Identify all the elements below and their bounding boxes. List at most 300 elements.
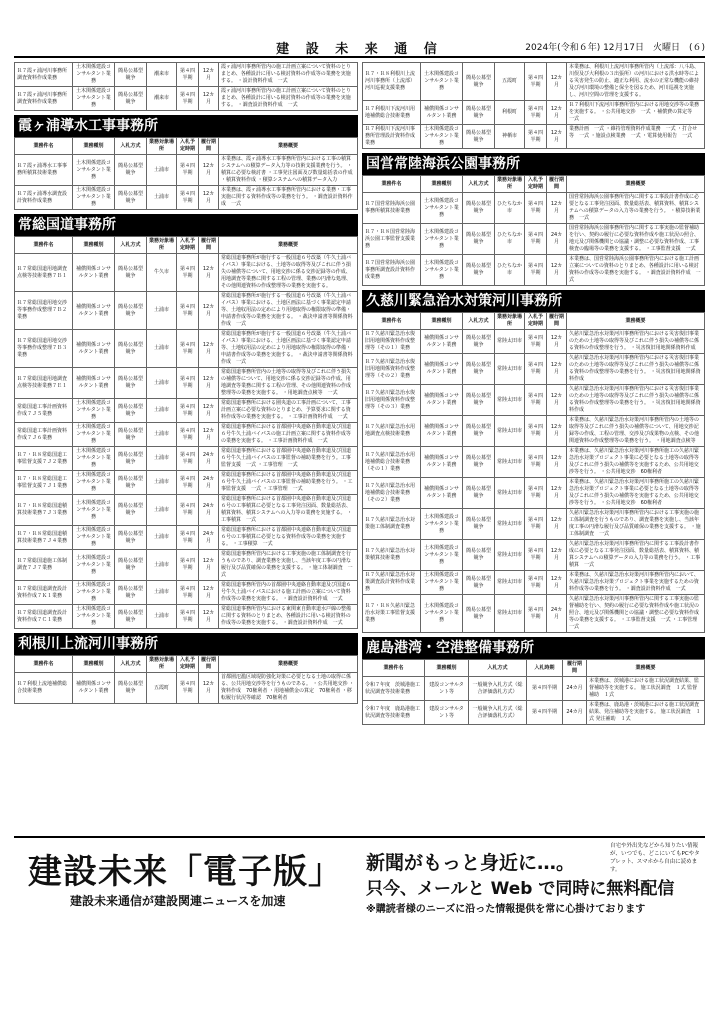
cell-name: 常総国道工事計画資料作成７Ｊ６業務 (15, 423, 73, 447)
table-row (15, 605, 358, 629)
cell-type: 土木関係建設コンサルタント業務 (421, 540, 463, 571)
cell-time: 第４四半期 (177, 155, 199, 186)
cell-method: 簡易公募型競争 (115, 447, 147, 471)
cell-type: 補償関係コンサルタント業務 (73, 292, 115, 330)
cell-period: 12カ月 (199, 155, 219, 186)
cell-time: 第４四半期 (177, 254, 199, 292)
cell-method: 簡易公募型競争 (115, 605, 147, 629)
cell-place: 土浦市 (147, 447, 177, 471)
cell-place: ひたちなか市 (495, 193, 525, 224)
cell-desc: 本業務は、鹿島港・茨城港における施工状況調査結果、発注補助等を実施する。 施工状況調査 １式 発注補助 １式 (587, 701, 705, 725)
cell-name: Ｒ７久慈川緊急治水用地補償総合技術業務（その２）業務 (363, 478, 421, 509)
cell-name: Ｒ７国営常陸海浜公園事務所積算技術業務 (363, 193, 421, 224)
table-header-row (15, 656, 358, 673)
cell-place: 土浦市 (147, 495, 177, 526)
cell-type: 補償関係コンサルタント業務 (73, 368, 115, 399)
cell-name: Ｒ７・Ｒ８久慈川緊急治水対策工事監督支援業務 (363, 595, 421, 633)
cell-time: 第４四半期 (177, 447, 199, 471)
table-row (363, 416, 705, 447)
column-header: 履行期間 (199, 237, 219, 254)
cell-time: 第４四半期 (525, 540, 547, 571)
cell-time: 第４四半期 (525, 125, 547, 149)
cell-name: Ｒ７霞ヶ浦導水調査設計資料作成業務 (15, 186, 73, 210)
cell-type: 土木関係建設コンサルタント業務 (73, 581, 115, 605)
column-header: 業務種別 (421, 176, 463, 193)
column-header: 入札予定時期 (525, 176, 547, 193)
column-header: 業務対象場所 (147, 138, 177, 155)
ad-subline: 建設未来通信が建設関連ニュースを加速 (70, 894, 286, 908)
cell-time: 第４四半期 (525, 193, 547, 224)
section-table (362, 175, 705, 286)
cell-type: 補償関係コンサルタント業務 (421, 385, 463, 416)
cell-place: 土浦市 (147, 330, 177, 368)
column-header: 履行期間 (199, 138, 219, 155)
section-title: 利根川上流河川事務所 (14, 633, 358, 655)
table-row (363, 571, 705, 595)
cell-place: 土浦市 (147, 292, 177, 330)
cell-method: 簡易公募型競争 (463, 447, 495, 478)
cell-method: 簡易公募型競争 (463, 478, 495, 509)
cell-period: 12カ月 (547, 101, 567, 125)
cell-desc: 本業務は、久慈川緊急治水対策河川事務所管内において、久慈川緊急治水対策プロジェクト事業を実施するための資料作成等の業務を行う。 ・調査設計資料作成 一式 (567, 571, 705, 595)
cell-type: 建設コンサルタント等 (425, 701, 469, 725)
section-table (14, 137, 358, 210)
table-row (363, 701, 705, 725)
cell-time: 第４四半期 (525, 447, 547, 478)
table-row (15, 399, 358, 423)
cell-time: 第４四半期 (525, 330, 547, 354)
cell-place: 常陸太田市 (495, 354, 525, 385)
table-row (15, 447, 358, 471)
table-row (363, 63, 705, 101)
cell-place: 常陸太田市 (495, 330, 525, 354)
cell-desc: 本業務は、茨城港における施工状況調査結果、監督補助等を実施する。 施工状況調査 １式 監督補助 １式 (587, 677, 705, 701)
cell-method: 簡易公募型競争 (115, 399, 147, 423)
cell-name: Ｒ７・Ｒ８常総国道工事監督支援７Ｊ１業務 (15, 471, 73, 495)
cell-period: 12カ月 (547, 509, 567, 540)
cell-method: 簡易公募型競争 (463, 255, 495, 286)
ad-small-text: 自宅や外出先などから知りたい情報が、いつでも、どこにいてもPCやタブレット、スマホから自由に読めます。 (610, 843, 700, 873)
cell-type: 補償関係コンサルタント業務 (73, 673, 115, 704)
publication-title: 建 設 未 来 通 信 (276, 42, 443, 57)
column-header: 業務件名 (15, 656, 73, 673)
table-header-row (363, 176, 705, 193)
cell-type: 補償関係コンサルタント業務 (421, 101, 463, 125)
cell-place: 常陸太田市 (495, 478, 525, 509)
column-header: 業務概要 (219, 237, 358, 254)
section-title: 常総国道事務所 (14, 214, 358, 236)
cell-desc: 本業務は、利根川上流河川事務所管内（上流部：八斗島、川俣及び大利根の３出張所）の河川における洪水時等による災害発生の防止、適正な利用、流水の正常な機能の維持及び河川環境の整備と保全を図るため、河川巡視を実施し、河川空間の管理を支援する。 (567, 63, 705, 101)
cell-period: 12カ月 (199, 673, 219, 704)
section-table (362, 312, 705, 633)
table-row (363, 125, 705, 149)
column-header: 業務概要 (219, 656, 358, 673)
cell-desc: 国営常陸海浜公園事務所管内に関する工事実施の監督補助を行い、契約の履行に必要な資料作成や施工状況の照合、地元及び関係機関との協議・調整に必要な資料作成、工事検査の臨場等の業務を支援する。 ・工事監督支援 一式 (567, 224, 705, 255)
cell-desc: 常総国道事務所管内の首都圏中央連絡自動車道及び国道６号牛久土浦バイパスにおける施工計画の立案について資料作成等の業務を実施する。 ・調査設計資料作成 一式 (219, 581, 358, 605)
cell-place: 土浦市 (147, 186, 177, 210)
cell-period: 12カ月 (547, 571, 567, 595)
table-row (363, 385, 705, 416)
cell-type: 土木関係建設コンサルタント業務 (421, 224, 463, 255)
column-header: 業務概要 (219, 138, 358, 155)
section-title: 霞ヶ浦導水工事事務所 (14, 115, 358, 137)
cell-type: 補償関係コンサルタント業務 (73, 330, 115, 368)
cell-type: 土木関係建設コンサルタント業務 (421, 193, 463, 224)
cell-time: 第４四半期 (177, 399, 199, 423)
cell-method: 簡易公募型競争 (115, 155, 147, 186)
cell-time: 第４四半期 (525, 385, 547, 416)
cell-type: 土木関係建設コンサルタント業務 (421, 509, 463, 540)
column-header: 業務概要 (567, 176, 705, 193)
table-row (363, 255, 705, 286)
column-header: 入札方式 (463, 313, 495, 330)
cell-time: 第４四半期 (177, 605, 199, 629)
column-header: 入札方式 (115, 138, 147, 155)
cell-period: 24カ月 (199, 447, 219, 471)
cell-method: 簡易公募型競争 (115, 63, 147, 87)
cell-name: Ｒ７霞ヶ浦導水工事事務所積算技術業務 (15, 155, 73, 186)
cell-time: 第４四半期 (177, 292, 199, 330)
cell-desc: 業務計画 一式 ・維持管理資料作成業務 一式 ・打合せ等 一式 ・施設点検業務 一式 ・電算使用報告 一式 (567, 125, 705, 149)
top-table (14, 62, 358, 111)
cell-desc: 常総国道事務所管内の土地等の取得等及びこれに伴う損失の補償等について、用地交渉に係る交渉記録等の作成、用地調査等業務に関する工程の管理、その他関連資料の作成整理等の業務を実施する。 ・用地調査点検等 一式 (219, 368, 358, 399)
column-header: 入札方式 (115, 656, 147, 673)
cell-method: 簡易公募型競争 (115, 330, 147, 368)
column-header: 入札予定時期 (177, 656, 199, 673)
cell-period: 12カ月 (199, 254, 219, 292)
ad-headline: 建設未来「電子版」 (28, 852, 343, 892)
cell-method: 簡易公募型競争 (463, 540, 495, 571)
cell-time: 第４四半期 (177, 581, 199, 605)
cell-name: Ｒ７・Ｒ８常総国道工事監督支援７Ｊ２業務 (15, 447, 73, 471)
left-column (14, 62, 358, 704)
column-header: 入札方式 (469, 660, 527, 677)
section-title: 久慈川緊急治水対策河川事務所 (362, 290, 705, 312)
cell-place: 土浦市 (147, 605, 177, 629)
column-header: 業務対象場所 (495, 176, 525, 193)
cell-type: 土木関係建設コンサルタント業務 (73, 87, 115, 111)
cell-desc: 久慈川緊急治水対策河川事務所管内における災害復旧事業のための土地等の取得等及びこれに伴う損失の補償等に係る資料の作成整理等の業務を行う。 ・災害復旧用地関係資料作成 (567, 385, 705, 416)
cell-time: 第４四半期 (525, 509, 547, 540)
cell-method: 一般競争入札方式（総合評価落札方式） (469, 677, 527, 701)
issue-date: 2024年(令和６年) 12月17日 火曜日 (６) (525, 43, 705, 53)
page-header (14, 38, 705, 58)
cell-method: 簡易公募型競争 (115, 186, 147, 210)
cell-type: 土木関係建設コンサルタント業務 (73, 155, 115, 186)
cell-time: 第４四半期 (525, 478, 547, 509)
column-header: 入札時期 (527, 660, 563, 677)
cell-name: 常総国道工事計画資料作成７Ｊ５業務 (15, 399, 73, 423)
table-row (15, 155, 358, 186)
cell-time: 第４四半期 (177, 550, 199, 581)
column-header: 業務対象場所 (147, 237, 177, 254)
cell-place: 土浦市 (147, 471, 177, 495)
table-row (15, 550, 358, 581)
cell-period: 12カ月 (547, 63, 567, 101)
cell-type: 土木関係建設コンサルタント業務 (73, 471, 115, 495)
cell-time: 第４四半期 (527, 677, 563, 701)
ad-offer: 只今、メールと Web で同時に無料配信 (366, 879, 675, 899)
cell-desc: Ｒ７利根川下流河川事務所管内における用地交渉等の業務を実施する。 ・公共用地交渉 一式 ・補償費の算定等 一式 (567, 101, 705, 125)
table-row (15, 673, 358, 704)
cell-time: 第４四半期 (525, 354, 547, 385)
cell-desc: 本業務は、久慈川緊急治水対策河川事務所施工の久慈川緊急治水対策プロジェクト事業に必要となる土地等の取得等及びこれに伴う損失の補償等を実施するため、公共用地交渉等を行う。 ・公共用地交渉 60権利者 (567, 447, 705, 478)
cell-time: 第４四半期 (525, 101, 547, 125)
cell-name: Ｒ７常総国道用地調査点検等技術業務７Ｂ１ (15, 254, 73, 292)
cell-name: Ｒ７久慈川緊急治水復旧用地関係資料作成整理等（その２）業務 (363, 354, 421, 385)
cell-place: 潮来市 (147, 87, 177, 111)
cell-period: 24カ月 (199, 495, 219, 526)
cell-period: 12カ月 (547, 478, 567, 509)
cell-desc: 久慈川緊急治水対策河川事務所管内における災害復旧事業のための土地等の取得等及びこれに伴う損失の補償等に係る資料の作成整理等の業務を行う。 ・災害復旧用地関係資料作成 (567, 354, 705, 385)
cell-place: 常陸太田市 (495, 571, 525, 595)
column-header: 入札予定時期 (177, 138, 199, 155)
cell-type: 土木関係建設コンサルタント業務 (73, 186, 115, 210)
cell-method: 一般競争入札方式（総合評価落札方式） (469, 701, 527, 725)
table-row (363, 447, 705, 478)
table-row (363, 193, 705, 224)
cell-method: 簡易公募型競争 (115, 423, 147, 447)
section-table (14, 655, 358, 704)
cell-desc: 常総国道事務所管内における東関東自動車道水戸線の整備に関する資料のとりまとめ、各種設計に用いる検討資料の作成等の業務を実施する。 ・調査設計資料作成 一式 (219, 605, 358, 629)
cell-method: 簡易公募型競争 (463, 193, 495, 224)
column-header: 業務種別 (73, 656, 115, 673)
table-row (15, 471, 358, 495)
cell-period: 12カ月 (199, 330, 219, 368)
cell-place: 土浦市 (147, 526, 177, 550)
cell-name: Ｒ７利根上流地補償総合技術業務 (15, 673, 73, 704)
table-row (363, 595, 705, 633)
cell-method: 簡易公募型競争 (463, 354, 495, 385)
table-row (15, 368, 358, 399)
cell-time: 第４四半期 (177, 673, 199, 704)
cell-desc: 本業務は、霞ヶ浦導水工事事務所管内における業務・工事実施に関する資料作成等の業務を行う。 ・調査設計資料作成 一式 (219, 186, 358, 210)
cell-desc: 常総国道事務所における圏央道の工事計画について、工事計画立案に必要な資料のとりまとめ、予算要求に関する資料作成等の業務を実施する。 ・工事計画資料作成 一式 (219, 399, 358, 423)
cell-type: 補償関係コンサルタント業務 (421, 447, 463, 478)
cell-desc: 久慈川緊急治水対策河川事務所管内に関する工事実施の監督補助を行い、契約の履行に必要な資料作成や施工状況の照合、地元及び関係機関との協議・調整に必要な資料作成等の業務を支援する。 ・工事監督支援 一式 ・工事管理 一式 (567, 595, 705, 633)
cell-time: 第４四半期 (177, 330, 199, 368)
cell-desc: 久慈川緊急治水対策河川事務所管内に関する工事設計書作成に必要となる工事発注図面、数量総括表、積算資料、積算システムへの積算データの入力等の業務を行う。 ・工事積算 一式 (567, 540, 705, 571)
table-row (363, 677, 705, 701)
cell-period: 12カ月 (547, 385, 567, 416)
ad-heading: 新聞がもっと身近に…。 (366, 852, 576, 874)
cell-time: 第４四半期 (177, 63, 199, 87)
cell-desc: 本業務は、久慈川緊急治水対策河川事務所管内の土地等の取得等及びこれに伴う損失の補償等について、用地交渉記録等の作成、工程の管理、交渉及び成果物の点検、その他関連資料の作成整理等の業務を行う。 ・用地調査点検等 (567, 416, 705, 447)
section-title: 国営常陸海浜公園事務所 (362, 153, 705, 175)
cell-name: Ｒ７久慈川緊急治水復旧用地関係資料作成整理等（その３）業務 (363, 385, 421, 416)
cell-name: Ｒ７常総国道施工体制調査７Ｊ７業務 (15, 550, 73, 581)
cell-method: 簡易公募型競争 (115, 87, 147, 111)
table-row (15, 63, 358, 87)
cell-type: 補償関係コンサルタント業務 (421, 478, 463, 509)
cell-name: Ｒ７久慈川緊急治水用地調査点検技術業務 (363, 416, 421, 447)
column-header: 業務概要 (567, 313, 705, 330)
cell-period: 12カ月 (547, 540, 567, 571)
cell-desc: 常総国道事務所が施行する一般国道６号改築（牛久土浦バイパス）事業における、土地区画法に基づく事業認定申請等、土地収用法の定めにより用地取得の権限取得の準備・申請書作成等の業務を実施する。 ・裁決申請書等関係資料作成 一式 (219, 330, 358, 368)
cell-time: 第４四半期 (177, 526, 199, 550)
cell-name: 令和７年度 鹿島港施工状況調査等技術業務 (363, 701, 425, 725)
cell-desc: 本業務は、国営常陸海浜公園事務所管内における施工計画立案についての資料のとりまとめ、各種設計に用いる検討資料の作成等の業務を実施する。 ・調査設計資料作成 一式 (567, 255, 705, 286)
cell-time: 第４四半期 (525, 63, 547, 101)
column-header: 業務件名 (15, 138, 73, 155)
cell-period: 12カ月 (199, 368, 219, 399)
column-header: 業務種別 (425, 660, 469, 677)
cell-type: 土木関係建設コンサルタント業務 (421, 125, 463, 149)
cell-place: 常陸太田市 (495, 595, 525, 633)
cell-period: 24カ月 (563, 701, 587, 725)
cell-desc: 本業務は、久慈川緊急治水対策河川事務所施工の久慈川緊急治水対策プロジェクト事業に必要となる土地等の取得等及びこれに伴う損失の補償等を実施するため、公共用地交渉等を行う。 ・公共用地交渉 60権利者 (567, 478, 705, 509)
column-header: 業務対象場所 (147, 656, 177, 673)
cell-place: 神栖市 (495, 125, 525, 149)
table-header-row (15, 237, 358, 254)
cell-desc: 本業務は、霞ヶ浦導水工事事務所管内における工事の積算システムへの積算データ入力等の技術支援業務を行う。 ・積算に必要な検討書 ・工事発注図面及び数量総括表の作成 ・積算資料作成 ・積算システムへの積算データ入力 (219, 155, 358, 186)
cell-time: 第４四半期 (525, 224, 547, 255)
cell-desc: 常総国道事務所における首都圏中央連絡自動車道及び国道６号牛久土浦バイパスの工事監督の補助業務を行う。工事監督支援 一式 ・工事管理 一式 (219, 447, 358, 471)
cell-method: 簡易公募型競争 (115, 471, 147, 495)
cell-desc: 久慈川緊急治水対策河川事務所管内における工事実施の施工体制調査を行うものであり、調査業務を実施し、当該年度工事の円滑な履行及び品質確保の業務を支援する。 ・施工体制調査 一式 (567, 509, 705, 540)
cell-desc: 常総国道事務所が施行する一般国道６号改築（牛久土浦バイパス）事業における、土地等の取得等及びこれに伴う損失の補償等について、用地交渉に係る交渉記録等の作成、用地調査等業務に関する工程の管理、業務の円滑な処理、その他関連資料の作成整理等の業務を実施する。 (219, 254, 358, 292)
cell-type: 補償関係コンサルタント業務 (421, 354, 463, 385)
cell-period: 24カ月 (199, 471, 219, 495)
column-header: 入札方式 (115, 237, 147, 254)
cell-time: 第４四半期 (525, 416, 547, 447)
cell-desc: 常総国道事務所管内における工事実施の施工体制調査を行うものであり、調査業務を実施し、当該年度工事の円滑な履行及び品質確保の業務を支援する。 ・施工体制調査 一式 (219, 550, 358, 581)
cell-place: 常陸太田市 (495, 447, 525, 478)
column-header: 履行期間 (547, 313, 567, 330)
cell-method: 簡易公募型競争 (463, 330, 495, 354)
cell-method: 簡易公募型競争 (463, 595, 495, 633)
cell-desc: 常総国道事務所における首都圏中央連絡自動車道及び国道６号の工事積算に必要となる工事発注図面、数量総括表、積算資料、積算システムへの入力等の業務を実施する。 ・工事積算 一式 (219, 495, 358, 526)
column-header: 業務件名 (363, 660, 425, 677)
table-row (15, 423, 358, 447)
cell-period: 12カ月 (547, 330, 567, 354)
table-row (15, 87, 358, 111)
column-header: 履行期間 (547, 176, 567, 193)
cell-type: 土木関係建設コンサルタント業務 (421, 255, 463, 286)
cell-period: 12カ月 (547, 416, 567, 447)
column-header: 業務件名 (363, 313, 421, 330)
table-row (15, 292, 358, 330)
cell-period: 12カ月 (199, 423, 219, 447)
column-header: 業務件名 (363, 176, 421, 193)
cell-name: Ｒ７久慈川緊急治水対策施工体制調査業務 (363, 509, 421, 540)
cell-time: 第４四半期 (177, 368, 199, 399)
cell-time: 第４四半期 (177, 471, 199, 495)
cell-method: 簡易公募型競争 (115, 526, 147, 550)
column-header: 入札予定時期 (525, 313, 547, 330)
cell-method: 簡易公募型競争 (463, 101, 495, 125)
cell-method: 簡易公募型競争 (463, 416, 495, 447)
cell-desc: 首都圏氾濫区域堤防強化対策に必要となる土地の取得に係る、公共用地交渉等を行うものである。 ・公共用地交渉 ・資料作成 70権利者 ・用地補償金の算定 70権利者 ・移転履行状況等確認 70権利者 (219, 673, 358, 704)
cell-type: 土木関係建設コンサルタント業務 (73, 423, 115, 447)
column-header: 入札予定時期 (177, 237, 199, 254)
cell-method: 簡易公募型競争 (463, 224, 495, 255)
cell-desc: 久慈川緊急治水対策河川事務所管内における災害復旧事業のための土地等の取得等及びこれに伴う損失の補償等に係る資料の作成整理を行う。 ・災害復旧用地関係資料作成 (567, 330, 705, 354)
cell-type: 建設コンサルタント等 (425, 677, 469, 701)
cell-place: 土浦市 (147, 399, 177, 423)
right-column (362, 62, 705, 725)
column-header: 履行期間 (563, 660, 587, 677)
cell-time: 第４四半期 (525, 595, 547, 633)
cell-desc: 霞ヶ浦河川事務所管内の施工計画立案について資料のとりまとめ、各種設計に用いる検討資料の作成等の業務を実施する。 ・調査設計資料作成 一式 (219, 87, 358, 111)
cell-method: 簡易公募型競争 (463, 385, 495, 416)
cell-name: Ｒ７国営常陸海浜公園事務所調査設計資料作成業務 (363, 255, 421, 286)
cell-name: Ｒ７・Ｒ８常総国道積算技術業務７Ｊ３業務 (15, 495, 73, 526)
cell-desc: 常総国道事務所における首都圏中央連絡自動車道及び国道６号牛久土浦バイパスの工事監督の補助業務を行う。 ・工事監督支援 一式 ・工事管理 一式 (219, 471, 358, 495)
cell-type: 補償関係コンサルタント業務 (73, 254, 115, 292)
cell-name: Ｒ７久慈川緊急治水対策積算技術業務 (363, 540, 421, 571)
cell-period: 24カ月 (547, 595, 567, 633)
cell-time: 第４四半期 (177, 186, 199, 210)
cell-type: 土木関係建設コンサルタント業務 (73, 399, 115, 423)
cell-method: 簡易公募型競争 (463, 509, 495, 540)
cell-place: 土浦市 (147, 423, 177, 447)
column-header: 業務種別 (421, 313, 463, 330)
cell-name: Ｒ７常総国道用地調査点検等技術業務７Ｅ１ (15, 368, 73, 399)
cell-place: 常陸太田市 (495, 385, 525, 416)
table-row (15, 186, 358, 210)
cell-time: 第４四半期 (177, 423, 199, 447)
cell-name: Ｒ７久慈川緊急治水用地補償総合技術業務（その１）業務 (363, 447, 421, 478)
cell-time: 第４四半期 (177, 495, 199, 526)
cell-name: Ｒ７・Ｒ８国営常陸海浜公園工事監督支援業務 (363, 224, 421, 255)
cell-desc: 常総国道事務所が施行する一般国道６号改築（牛久土浦バイパス）事業における、土地区画法に基づく事業認定申請等、土地収用法の定めにより用地取得の権限取得の準備・申請書作成等の業務を実施する。 ・裁決申請書等関係資料作成 一式 (219, 292, 358, 330)
cell-method: 簡易公募型競争 (115, 673, 147, 704)
cell-type: 土木関係建設コンサルタント業務 (421, 571, 463, 595)
cell-period: 12カ月 (547, 255, 567, 286)
cell-name: Ｒ７久慈川緊急治水復旧用地関係資料作成整理等（その１）業務 (363, 330, 421, 354)
cell-period: 12カ月 (547, 125, 567, 149)
column-header: 業務種別 (73, 237, 115, 254)
table-row (15, 495, 358, 526)
cell-method: 簡易公募型競争 (115, 581, 147, 605)
cell-type: 土木関係建設コンサルタント業務 (73, 605, 115, 629)
cell-method: 簡易公募型競争 (115, 368, 147, 399)
table-row (15, 330, 358, 368)
section-title: 鹿島港湾・空港整備事務所 (362, 637, 705, 659)
cell-period: 12カ月 (547, 447, 567, 478)
cell-desc: 常総国道事務所における首都圏中央連絡自動車道及び国道６号の工事積算に必要となる資料作成等の業務を実施する。 ・工事積算 一式 (219, 526, 358, 550)
cell-type: 土木関係建設コンサルタント業務 (73, 63, 115, 87)
cell-place: 土浦市 (147, 581, 177, 605)
table-row (15, 526, 358, 550)
cell-period: 12カ月 (199, 186, 219, 210)
column-header: 業務種別 (73, 138, 115, 155)
table-row (363, 330, 705, 354)
cell-method: 簡易公募型競争 (115, 254, 147, 292)
cell-period: 12カ月 (547, 193, 567, 224)
column-header: 業務件名 (15, 237, 73, 254)
cell-place: 常陸太田市 (495, 509, 525, 540)
ad-note: ※購読者様のニーズに沿った情報提供を常に心掛けております (366, 904, 646, 915)
cell-type: 土木関係建設コンサルタント業務 (73, 495, 115, 526)
cell-desc: 国営常陸海浜公園事務所管内に関する工事設計書作成に必要となる工事発注図面、数量総括表、積算資料、積算システムへの積算データの入力等の業務を行う。 ・積算技術業務 一式 (567, 193, 705, 224)
cell-type: 補償関係コンサルタント業務 (421, 416, 463, 447)
cell-time: 第４四半期 (525, 255, 547, 286)
cell-name: Ｒ７利根川下流河川事務所管理設計資料作成業務 (363, 125, 421, 149)
cell-name: Ｒ７常総国道調査設計資料作成７Ｃ１業務 (15, 605, 73, 629)
cell-type: 土木関係建設コンサルタント業務 (421, 63, 463, 101)
cell-method: 簡易公募型競争 (463, 571, 495, 595)
cell-method: 簡易公募型競争 (115, 292, 147, 330)
cell-time: 第４四半期 (527, 701, 563, 725)
cell-name: Ｒ７常総国道調査設計資料作成７Ｋ１業務 (15, 581, 73, 605)
cell-place: 土浦市 (147, 155, 177, 186)
table-row (363, 540, 705, 571)
cell-name: Ｒ７久慈川緊急治水対策調査設計資料作成業務 (363, 571, 421, 595)
cell-name: Ｒ７利根川下流河川用地補償総合技術業務 (363, 101, 421, 125)
table-row (363, 101, 705, 125)
